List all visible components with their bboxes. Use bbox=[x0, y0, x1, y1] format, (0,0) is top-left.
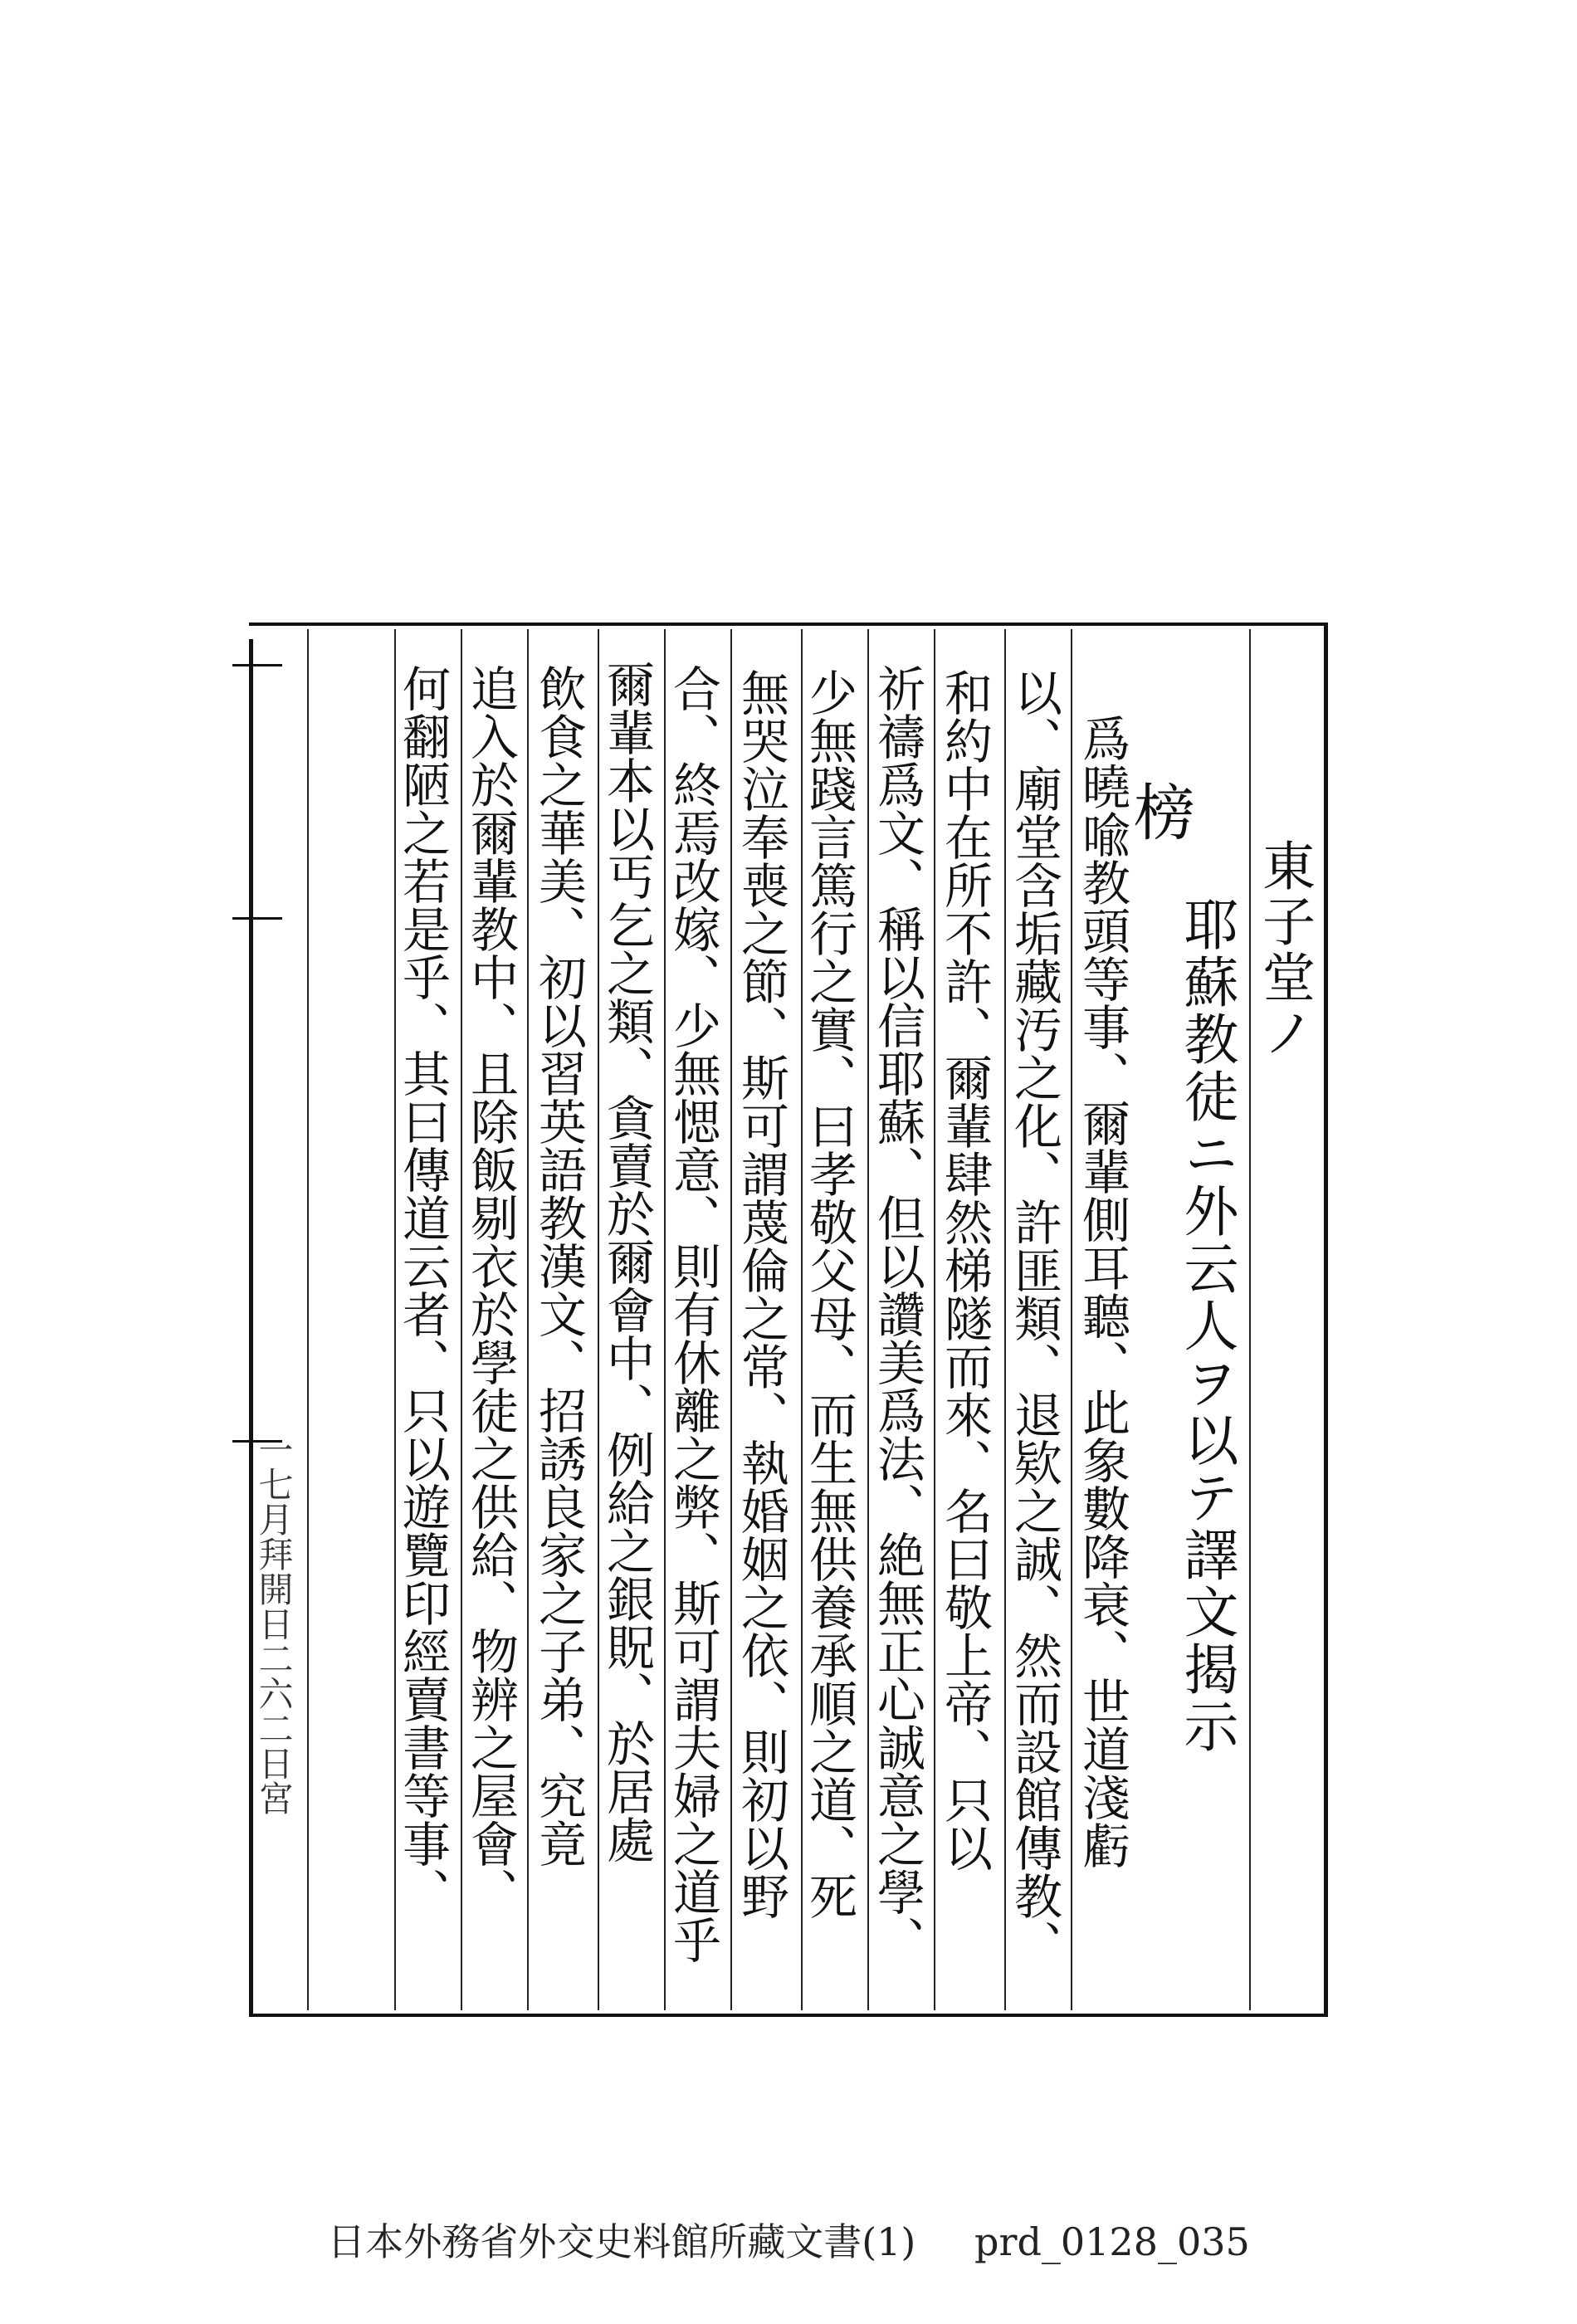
margin-tick bbox=[232, 917, 282, 920]
text-column: 爲曉喩教頭等事、爾輩側耳聽、此象數降衰、世道淺虧 bbox=[1074, 714, 1130, 1869]
text-column: 祈禱爲文、稱以信耶蘇、但以讚美爲法、絶無正心誠意之學、 bbox=[869, 664, 925, 1964]
footer-id: prd_0128_035 bbox=[974, 2219, 1250, 2264]
text-column: 少無踐言篤行之實、曰孝敬父母、而生無供養承順之道、死 bbox=[801, 668, 857, 1920]
document-scan bbox=[249, 622, 1328, 2017]
column-rule bbox=[730, 629, 732, 2010]
text-column: 飲食之華美、初以習英語教漢文、招誘良家之子弟、究竟 bbox=[530, 664, 587, 1868]
column-rule bbox=[1071, 629, 1072, 2010]
column-rule bbox=[1249, 629, 1251, 2010]
text-column: 爾輩本以丐乞之類、貪賣於爾會中、例給之銀貺、於居處 bbox=[598, 660, 655, 1863]
text-column: 追入於爾輩教中、且除飯剔衣於學徒之供給、物辨之屋會、 bbox=[462, 664, 519, 1916]
column-rule bbox=[307, 629, 309, 2010]
margin-note: 一七月拜開日二六二日宮 bbox=[253, 1432, 295, 1815]
annotation-line: 耶蘇教徒ニ外云人ヲ以テ譯文揭示 bbox=[1174, 896, 1238, 1755]
text-column: 何翻陋之若是乎、其曰傳道云者、只以遊覽印經賣書等事、 bbox=[394, 664, 451, 1916]
text-column: 以、廟堂含垢藏汚之化、許匪類、退欵之誠、然而設館傳教、 bbox=[1006, 668, 1062, 1968]
text-column: 合、終焉改嫁、少無愢意、則有休離之弊、斯可謂夫婦之道乎 bbox=[665, 664, 721, 1964]
page-footer bbox=[0, 2212, 1577, 2267]
annotation-header: 東子堂ノ bbox=[1253, 838, 1315, 1061]
text-column: 和約中在所不許、爾輩肆然梯隧而來、名曰敬上帝、只以 bbox=[936, 668, 993, 1872]
column-rule bbox=[527, 629, 529, 2010]
footer-title: 日本外務省外交史料館所藏文書(1) bbox=[327, 2219, 916, 2264]
annotation-label: 榜 bbox=[1124, 780, 1195, 842]
text-column: 無哭泣奉喪之節、斯可謂蔑倫之常、執婚姻之依、則初以野 bbox=[733, 668, 789, 1920]
column-rule bbox=[934, 629, 935, 2010]
margin-tick bbox=[232, 664, 282, 666]
